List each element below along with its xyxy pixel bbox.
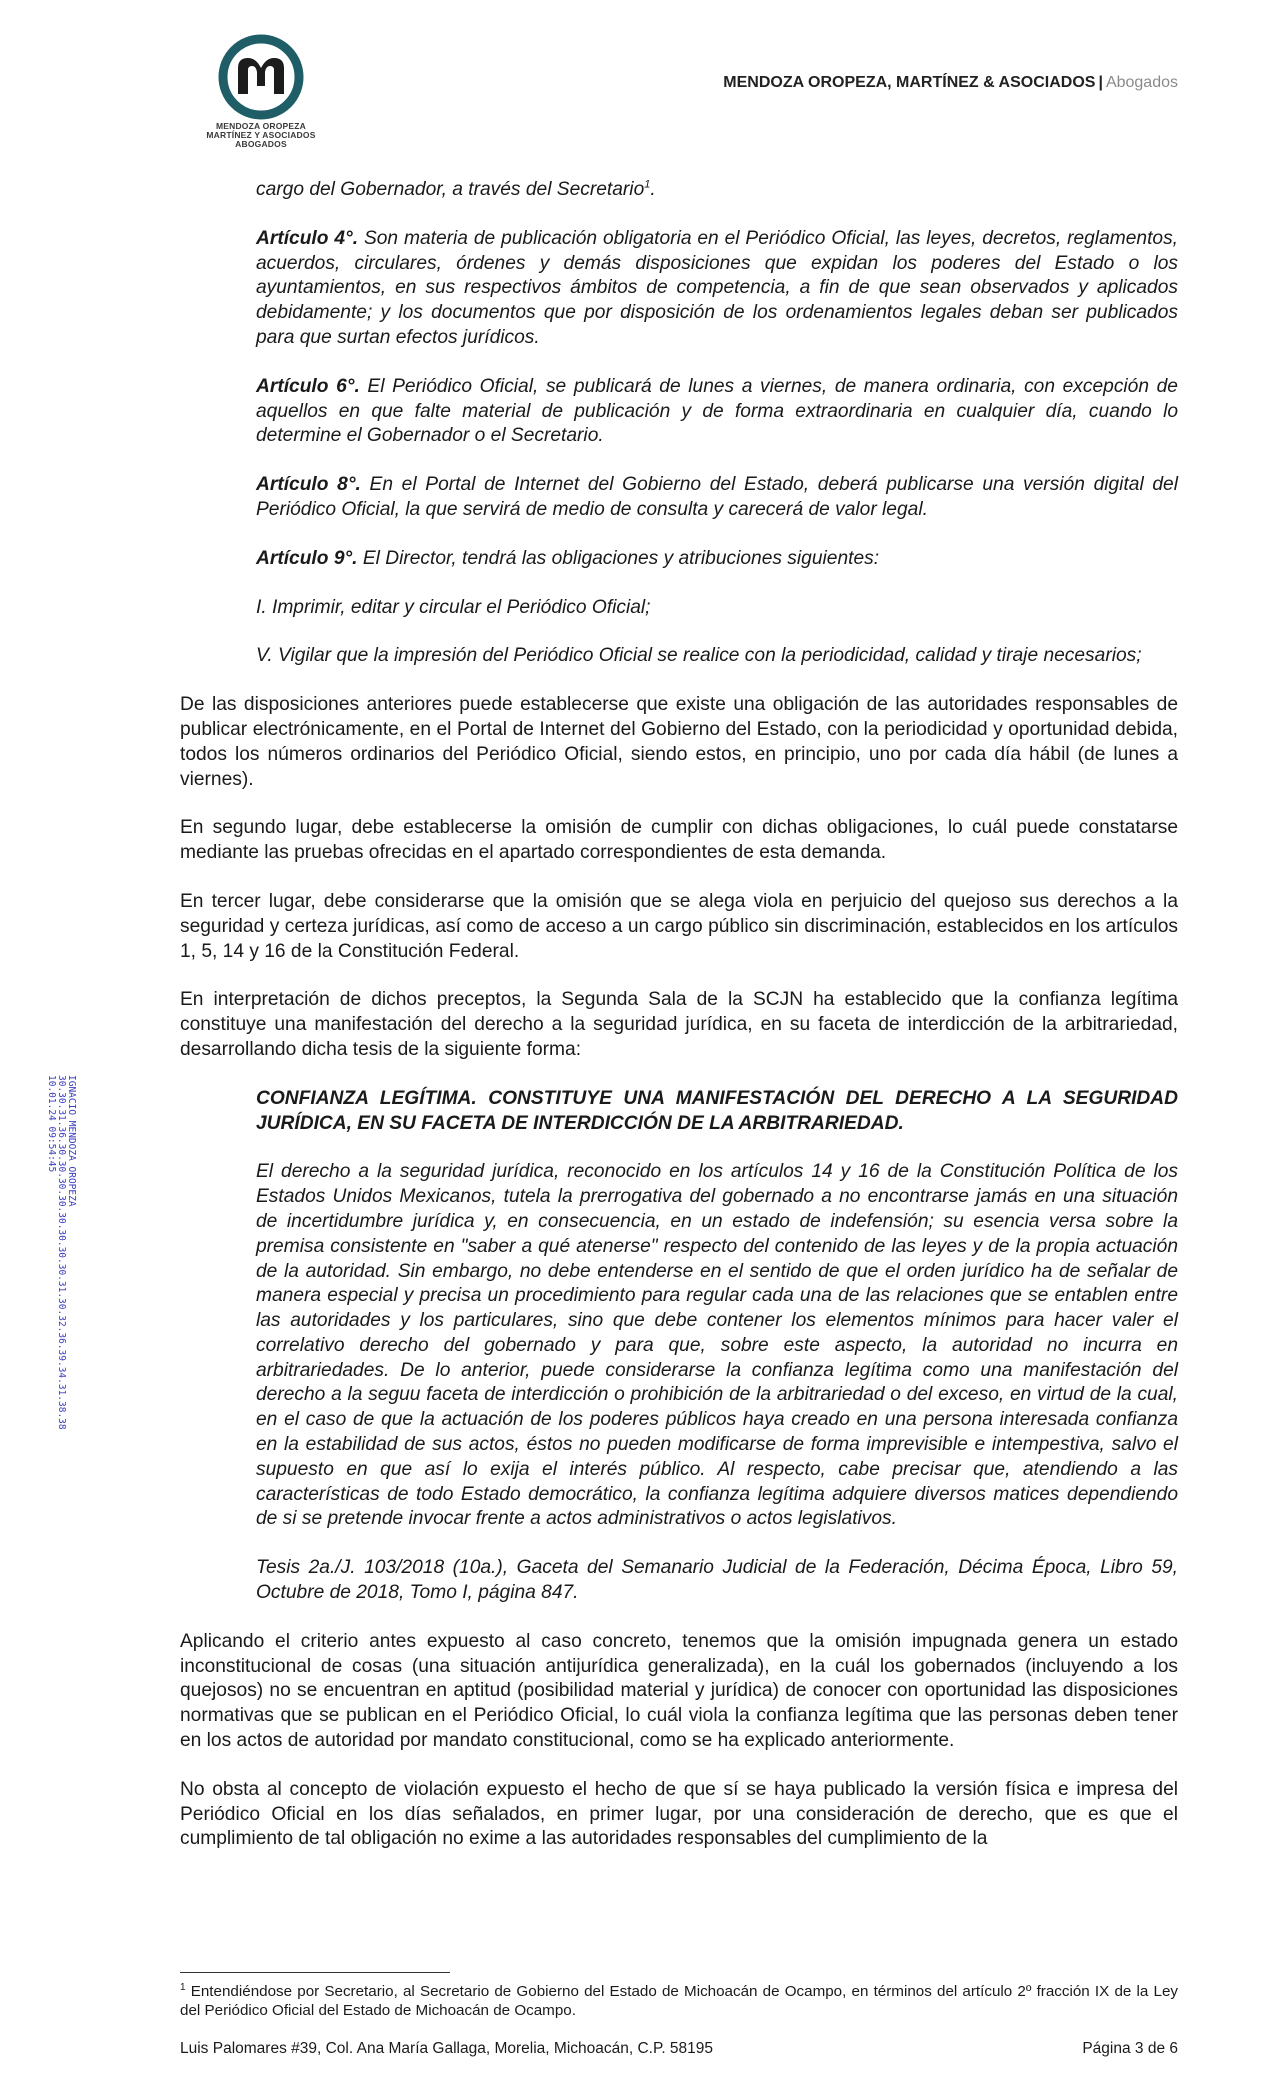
- logo-line-2: MARTÍNEZ Y ASOCIADOS: [206, 130, 316, 140]
- article-8-label: Artículo 8°.: [256, 474, 361, 496]
- article-6-label: Artículo 6°.: [256, 375, 360, 397]
- paragraph-3: En tercer lugar, debe considerarse que la omisión que se alega viola en perjuicio del quejoso sus derechos a la seguridad y certeza jurídicas, así como de acceso a un cargo público sin discriminación, establecidos en los artículos 1, 5, 14 y 16 de la Constitución Federal.: [180, 890, 1178, 962]
- header-separator: |: [1098, 74, 1103, 91]
- logo-line-3: ABOGADOS: [235, 139, 287, 149]
- article-8: [256, 473, 1178, 523]
- quote-continuation: [256, 178, 1178, 203]
- paragraph-5: Aplicando el criterio antes expuesto al caso concreto, tenemos que la omisión impugnada genera un estado inconstitucional de cosas (una situación antijurídica generalizada), en la cuál los gobernados (incluyendo a los quejosos) no se encuentran en aptitud (posibilidad material y jurídica) de conocer con oportunidad las disposiciones normativas que se publican en el Periódico Oficial, lo cuál viola la confianza legítima que las personas deben tener en los actos de autoridad por mandato constitucional, como se ha explicado anteriormente.: [180, 1630, 1178, 1752]
- quote-continuation-end: .: [650, 179, 656, 200]
- article-4-label: Artículo 4°.: [256, 227, 359, 249]
- logo-mark-icon: [218, 34, 304, 120]
- article-9-label: Artículo 9°.: [256, 547, 358, 569]
- signature-stamp: IGNACIO MENDOZA OROPEZA 30.30.31.36.30.30.30.30.30.30.30.30.31.30.32.36.39.34.31.38.38 10.01.24 09:54:45: [46, 1075, 77, 1430]
- tesis-body: El derecho a la seguridad jurídica, reconocido en los artículos 14 y 16 de la Constitución Política de los Estados Unidos Mexicanos, tutela la prerrogativa del gobernado a no encontrarse jamás en una situación de incertidumbre jurídica y, en consecuencia, en un estado de indefensión; su esencia versa sobre la premisa consistente en "saber a qué atenerse" respecto del contenido de las leyes y de la propia actuación de la autoridad. Sin embargo, no debe entenderse en el sentido de que el orden jurídico ha de señalar de manera especial y precisa un procedimiento para regular cada una de las relaciones que se entablen entre las autoridades y los particulares, sino que debe contener los elementos mínimos para hacer valer el correlativo derecho del gobernado y para que, sobre este aspecto, la autoridad no incurra en arbitrariedades. De lo anterior, puede considerarse la confianza legítima como una manifestación del derecho a la seguu faceta de interdicción o prohibición de la arbitrariedad o del exceso, en virtud de la cual, en el caso de que la actuación de los poderes públicos haya creado en una persona interesada confianza en la estabilidad de sus actos, éstos no pueden modificarse de forma imprevisible e intempestiva, salvo el supuesto en que así lo exija el interés público. Al respecto, cabe precisar que, atendiendo a las características de todo Estado democrático, la confianza legítima adquiere diversos matices dependiendo de si se pretende invocar frente a actos administrativos o actos legislativos.: [256, 1161, 1178, 1530]
- tesis-heading: CONFIANZA LEGÍTIMA. CONSTITUYE UNA MANIFESTACIÓN DEL DERECHO A LA SEGURIDAD JURÍDICA, EN SU FACETA DE INTERDICCIÓN DE LA ARBITRARIEDAD.: [256, 1087, 1178, 1134]
- footer-page-number: Página 3 de 6: [1082, 2040, 1178, 2057]
- footnote-text: Entendiéndose por Secretario, al Secretario de Gobierno del Estado de Michoacán de Ocampo, en términos del artículo 2º fracción IX de la Ley del Periódico Oficial del Estado de Michoacán de Ocampo.: [180, 1983, 1178, 2020]
- tesis-citation: Tesis 2a./J. 103/2018 (10a.), Gaceta del Semanario Judicial de la Federación, Décima Época, Libro 59, Octubre de 2018, Tomo I, página 847.: [256, 1557, 1178, 1604]
- paragraph-4: En interpretación de dichos preceptos, la Segunda Sala de la SCJN ha establecido que la confianza legítima constituye una manifestación del derecho a la seguridad jurídica, en su faceta de interdicción de la arbitrariedad, desarrollando dicha tesis de la siguiente forma:: [180, 989, 1178, 1060]
- paragraph-2: En segundo lugar, debe establecerse la omisión de cumplir con dichas obligaciones, lo cuál puede constatarse mediante las pruebas ofrecidas en el apartado correspondientes de esta demanda.: [180, 817, 1178, 864]
- footnote-divider: [180, 1972, 450, 1973]
- footnote: [180, 1978, 1178, 2020]
- article-6: [256, 375, 1178, 449]
- footnote-number: 1: [180, 1982, 186, 1993]
- quote-continuation-text: cargo del Gobernador, a través del Secretario: [256, 179, 645, 200]
- article-9: [256, 547, 1178, 572]
- header-firm: [723, 74, 1178, 92]
- logo-line-1: MENDOZA OROPEZA: [215, 121, 307, 131]
- article-8-text: En el Portal de Internet del Gobierno del Estado, deberá publicarse una versión digital del Periódico Oficial, la que servirá de medio de consulta y carecerá de valor legal.: [256, 474, 1178, 520]
- paragraph-1: De las disposiciones anteriores puede establecerse que existe una obligación de las autoridades responsables de publicar electrónicamente, en el Portal de Internet del Gobierno del Estado, con la periodicidad y oportunidad debida, todos los números ordinarios del Periódico Oficial, siendo estos, en principio, uno por cada día hábil (de lunes a viernes).: [180, 694, 1178, 790]
- footnote-ref: 1: [644, 178, 651, 191]
- logo-text: [197, 122, 325, 149]
- firm-logo: [197, 34, 325, 149]
- article-6-text: El Periódico Oficial, se publicará de lunes a viernes, de manera ordinaria, con excepción de aquellos en que falte material de publicación y de forma extraordinaria en cualquier día, cuando lo determine el Gobernador o el Secretario.: [256, 375, 1178, 447]
- firm-role: Abogados: [1105, 74, 1178, 91]
- firm-name: MENDOZA OROPEZA, MARTÍNEZ & ASOCIADOS: [723, 74, 1096, 91]
- paragraph-6: No obsta al concepto de violación expuesto el hecho de que sí se haya publicado la versión física e impresa del Periódico Oficial en los días señalados, en primer lugar, por una consideración de derecho, que es que el cumplimiento de tal obligación no exime a las autoridades responsables del cumplimiento de la: [180, 1778, 1178, 1850]
- footer-address: Luis Palomares #39, Col. Ana María Gallaga, Morelia, Michoacán, C.P. 58195: [180, 2040, 714, 2057]
- document-body: [180, 178, 1178, 1876]
- article-4: [256, 227, 1178, 351]
- article-9-text: El Director, tendrá las obligaciones y atribuciones siguientes:: [357, 547, 880, 569]
- article-4-text: Son materia de publicación obligatoria en el Periódico Oficial, las leyes, decretos, reglamentos, acuerdos, circulares, órdenes y demás disposiciones que expidan los poderes del Estado o los ayuntamientos, en sus respectivos ámbitos de competencia, a fin de que sean observados y aplicados debidamente; y los documentos que por disposición de los ordenamientos legales deban ser publicados para que surtan efectos jurídicos.: [256, 227, 1178, 348]
- fraction-5: V. Vigilar que la impresión del Periódico Oficial se realice con la periodicidad, calidad y tiraje necesarios;: [256, 645, 1142, 667]
- fraction-1: I. Imprimir, editar y circular el Periódico Oficial;: [256, 596, 651, 618]
